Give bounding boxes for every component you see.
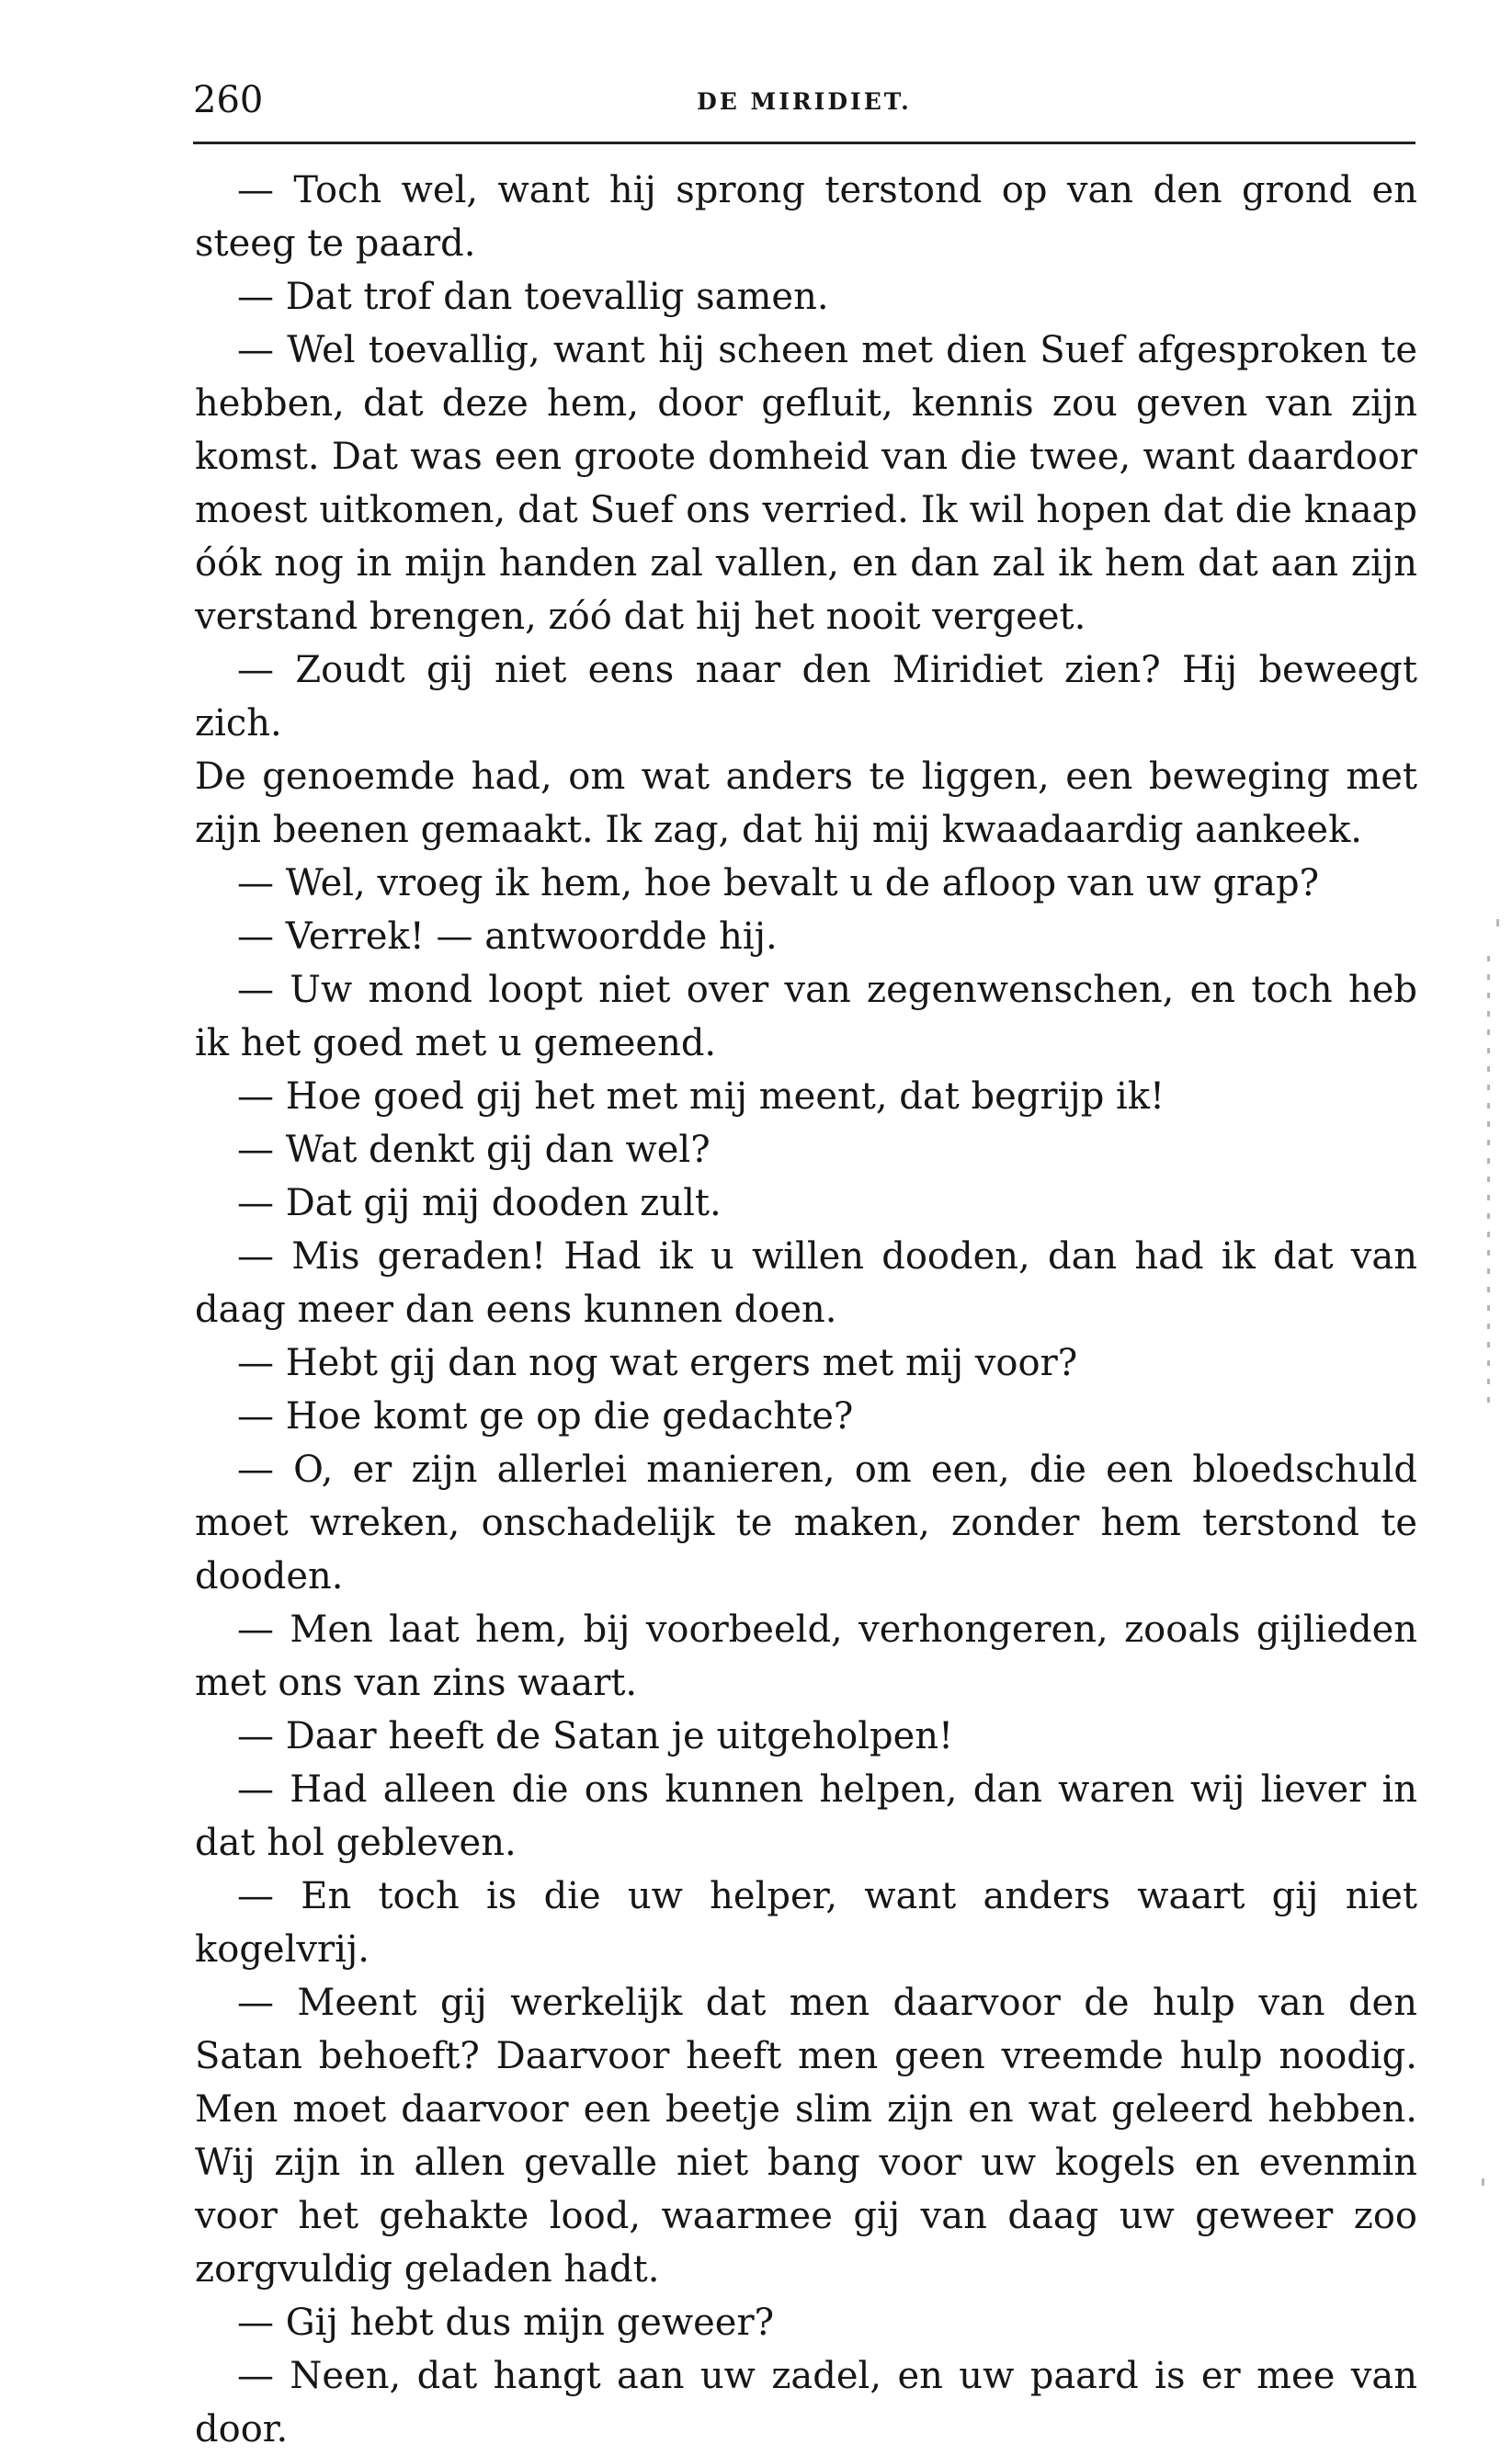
paragraph: — Dat gij mij dooden zult. — [237, 1182, 722, 1224]
page-number: 260 — [193, 79, 264, 121]
paragraph: — Gij hebt dus mijn geweer? — [237, 2302, 775, 2344]
paragraph: — Had alleen die ons kunnen helpen, dan waren wij liever in dat hol gebleven. — [195, 1768, 1417, 1864]
paragraph: — Dat trof dan toevallig samen. — [237, 276, 829, 318]
paragraph: — Zoudt gij niet eens naar den Miridiet zien? Hij beweegt zich. — [195, 649, 1417, 745]
paragraph: — Hebt gij dan nog wat ergers met mij voor? — [237, 1342, 1078, 1384]
paragraph: — Hoe komt ge op die gedachte? — [237, 1395, 854, 1438]
paragraph: — Men laat hem, bij voorbeeld, verhongeren, zooals gijlieden met ons van zins waart. — [195, 1609, 1417, 1704]
paragraph: — Wel, vroeg ik hem, hoe bevalt u de afloop van uw grap? — [237, 862, 1320, 904]
running-title: DE MIRIDIET. — [697, 88, 912, 115]
paragraph: — Verrek! — antwoordde hij. — [237, 915, 778, 958]
paragraph: — Wel toevallig, want hij scheen met dien Suef afgesproken te hebben, dat deze hem, door gefluit, kennis zou geven van zijn komst. Dat was een groote domheid van die twee, want daardoor moest uitkomen, dat Suef ons verried. Ik wil hopen dat die knaap óók nog in mijn handen zal vallen, en dan zal ik hem dat aan zijn verstand brengen, zóó dat hij het nooit vergeet. — [195, 329, 1417, 638]
page-header — [193, 75, 1415, 144]
scan-margin-dot — [1482, 2178, 1484, 2186]
scan-margin-marks — [1487, 956, 1490, 1416]
paragraph: — Wat denkt gij dan wel? — [237, 1129, 711, 1171]
paragraph: — Hoe goed gij het met mij meent, dat begrijp ik! — [237, 1075, 1165, 1118]
body-text — [195, 164, 1417, 2456]
paragraph: — Meent gij werkelijk dat men daarvoor de hulp van den Satan behoeft? Daarvoor heeft men geen vreemde hulp noodig. Men moet daarvoor een beetje slim zijn en wat geleerd hebben. Wij zijn in allen gevalle niet bang voor uw kogels en evenmin voor het gehakte lood, waarmee gij van daag uw geweer zoo zorgvuldig geladen hadt. — [195, 1982, 1417, 2291]
paragraph: — Toch wel, want hij sprong terstond op van den grond en steeg te paard. — [195, 169, 1417, 265]
paragraph: — O, er zijn allerlei manieren, om een, die een bloedschuld moet wreken, onschadelijk te maken, zonder hem terstond te dooden. — [195, 1449, 1417, 1598]
paragraph: De genoemde had, om wat anders te liggen, een beweging met zijn beenen gemaakt. Ik zag, dat hij mij kwaadaardig aankeek. — [195, 756, 1417, 851]
paragraph: — Daar heeft de Satan je uitgeholpen! — [237, 1715, 954, 1757]
paragraph: — Uw mond loopt niet over van zegenwenschen, en toch heb ik het goed met u gemeend. — [195, 969, 1417, 1064]
paragraph: — Mis geraden! Had ik u willen dooden, dan had ik dat van daag meer dan eens kunnen doen. — [195, 1235, 1417, 1331]
paragraph: — Neen, dat hangt aan uw zadel, en uw paard is er mee van door. — [195, 2355, 1417, 2450]
scan-margin-dot — [1496, 919, 1499, 927]
paragraph: — En toch is die uw helper, want anders waart gij niet kogelvrij. — [195, 1875, 1417, 1971]
